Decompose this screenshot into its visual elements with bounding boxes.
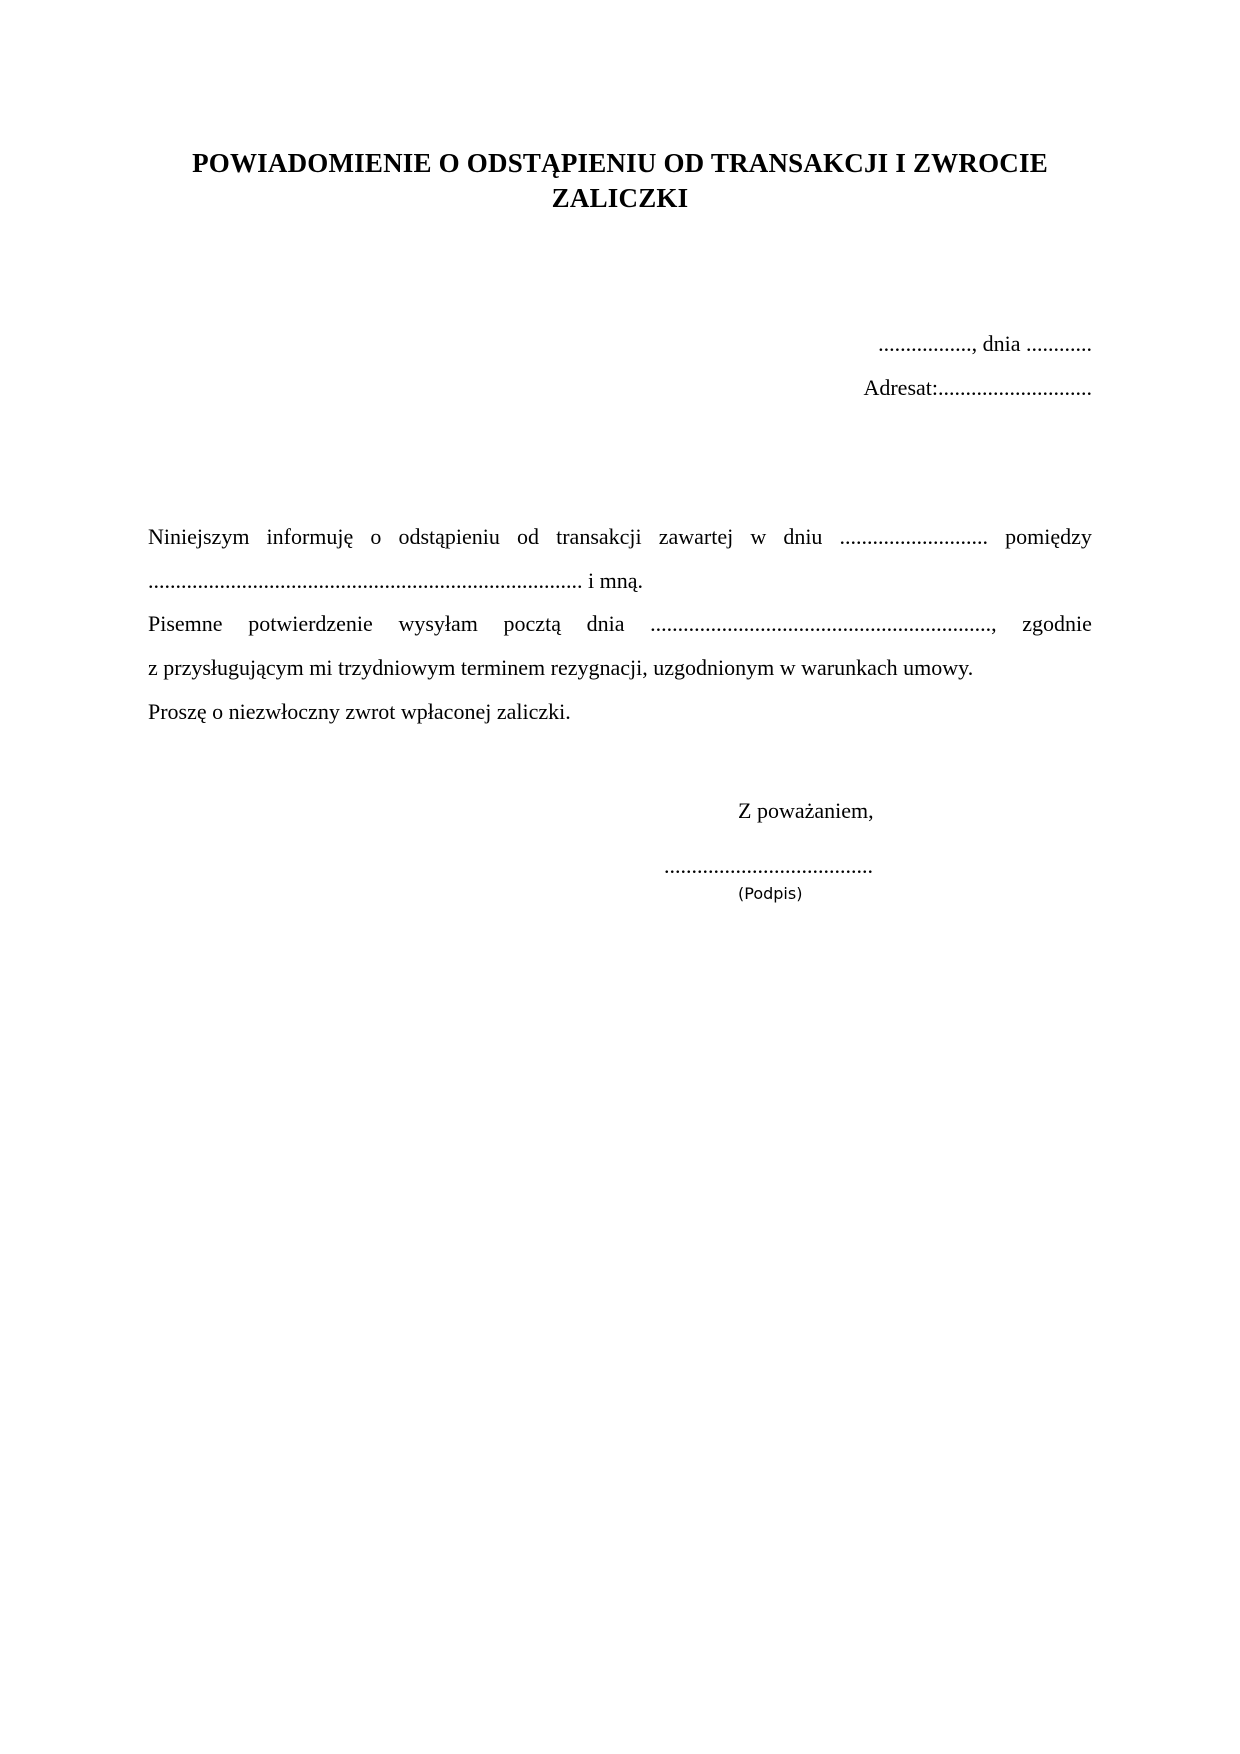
addressee-line: Adresat:............................ <box>863 375 1092 400</box>
body-word: transakcji <box>556 524 642 549</box>
body-word: Pisemne <box>148 611 223 636</box>
body-word: dnia <box>586 611 625 636</box>
body-word: wysyłam <box>398 611 478 636</box>
body-line-2: ............................................................................... i mną. <box>148 568 643 593</box>
mailing-date-blank: .............................................................., <box>650 611 997 636</box>
signature-line: ...................................... <box>664 853 873 878</box>
body-word: zawartej <box>658 524 734 549</box>
transaction-date-blank: ........................... <box>839 524 989 549</box>
body-line-5: Proszę o niezwłoczny zwrot wpłaconej zaliczki. <box>148 699 571 724</box>
document-title <box>148 146 1092 216</box>
body-word: pomiędzy <box>1005 524 1092 549</box>
body-word: odstąpieniu <box>398 524 500 549</box>
place-date-line: ................., dnia ............ <box>878 331 1092 356</box>
title-line-2: ZALICZKI <box>551 183 689 213</box>
body-word: potwierdzenie <box>248 611 373 636</box>
body-word: dniu <box>783 524 823 549</box>
body-word: Niniejszym <box>148 524 250 549</box>
body-word: pocztą <box>503 611 561 636</box>
body-line-1 <box>148 522 1092 552</box>
body-word: zgodnie <box>1022 611 1092 636</box>
body-word: informuję <box>266 524 354 549</box>
title-line-1: POWIADOMIENIE O ODSTĄPIENIU OD TRANSAKCJI I ZWROCIE <box>192 148 1048 178</box>
body-word: o <box>370 524 382 549</box>
closing-salutation: Z poważaniem, <box>738 798 874 823</box>
body-line-3 <box>148 609 1092 639</box>
signature-label: (Podpis) <box>738 884 803 903</box>
body-line-4: z przysługującym mi trzydniowym terminem rezygnacji, uzgodnionym w warunkach umowy. <box>148 655 974 680</box>
body-word: od <box>517 524 540 549</box>
body-word: w <box>750 524 767 549</box>
